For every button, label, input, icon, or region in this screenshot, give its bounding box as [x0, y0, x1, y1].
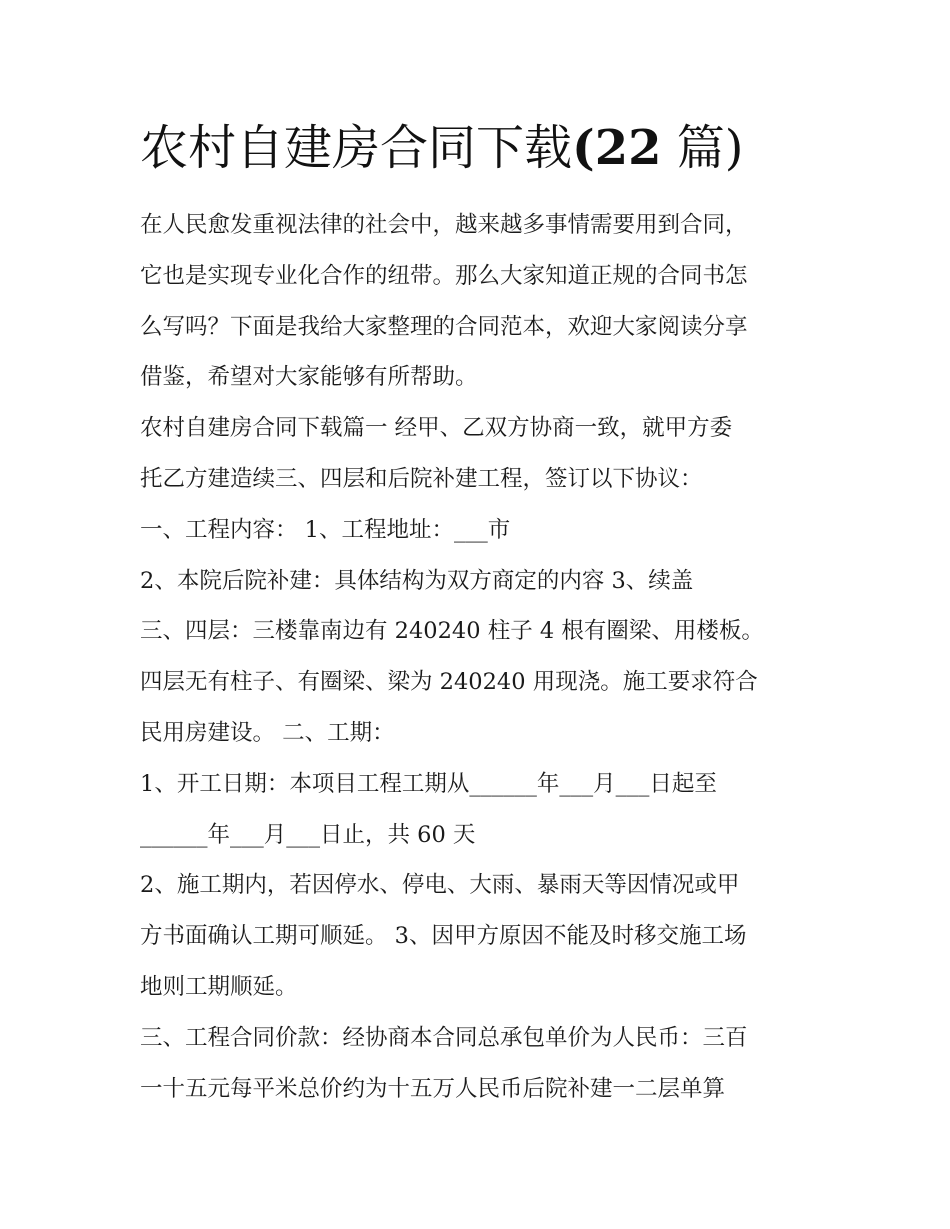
- text-line: 方书面确认工期可顺延。 3、因甲方原因不能及时移交施工场: [140, 923, 747, 950]
- text-line: 三、四层：三楼靠南边有 240240 柱子 4 根有圈梁、用楼板。: [140, 618, 764, 645]
- text-line: 四层无有柱子、有圈梁、梁为 240240 用现浇。施工要求符合: [140, 669, 758, 696]
- title-unit: 篇): [661, 120, 744, 176]
- text-line: ______年___月___日止，共 60 天: [140, 821, 476, 848]
- document-title: [140, 116, 744, 180]
- text-line: 在人民愈发重视法律的社会中，越来越多事情需要用到合同，: [140, 212, 748, 238]
- text-line: 么写吗？下面是我给大家整理的合同范本，欢迎大家阅读分享: [140, 313, 748, 340]
- title-main: 农村自建房合同下载: [140, 120, 573, 176]
- text-line: 民用房建设。 二、工期：: [140, 719, 395, 746]
- text-line: 三、工程合同价款：经协商本合同总承包单价为人民币：三百: [140, 1024, 748, 1051]
- text-line: 农村自建房合同下载篇一 经甲、乙双方协商一致，就甲方委: [140, 415, 733, 442]
- title-count: (22: [572, 120, 662, 176]
- text-line: 借鉴，希望对大家能够有所帮助。: [140, 364, 478, 391]
- text-line: 地则工期顺延。: [140, 973, 298, 1000]
- text-line: 一十五元每平米总价约为十五万人民币后院补建一二层单算: [140, 1075, 726, 1102]
- text-line: 托乙方建造续三、四层和后院补建工程，签订以下协议：: [140, 465, 703, 492]
- text-line: 一、工程内容： 1、工程地址：___市: [140, 516, 511, 543]
- text-line: 1、开工日期：本项目工程工期从______年___月___日起至: [140, 770, 717, 797]
- document-body: [140, 200, 820, 1114]
- text-line: 2、本院后院补建：具体结构为双方商定的内容 3、续盖: [140, 567, 694, 594]
- text-line: 2、施工期内，若因停水、停电、大雨、暴雨天等因情况或甲: [140, 872, 740, 899]
- text-line: 它也是实现专业化合作的纽带。那么大家知道正规的合同书怎: [140, 262, 748, 289]
